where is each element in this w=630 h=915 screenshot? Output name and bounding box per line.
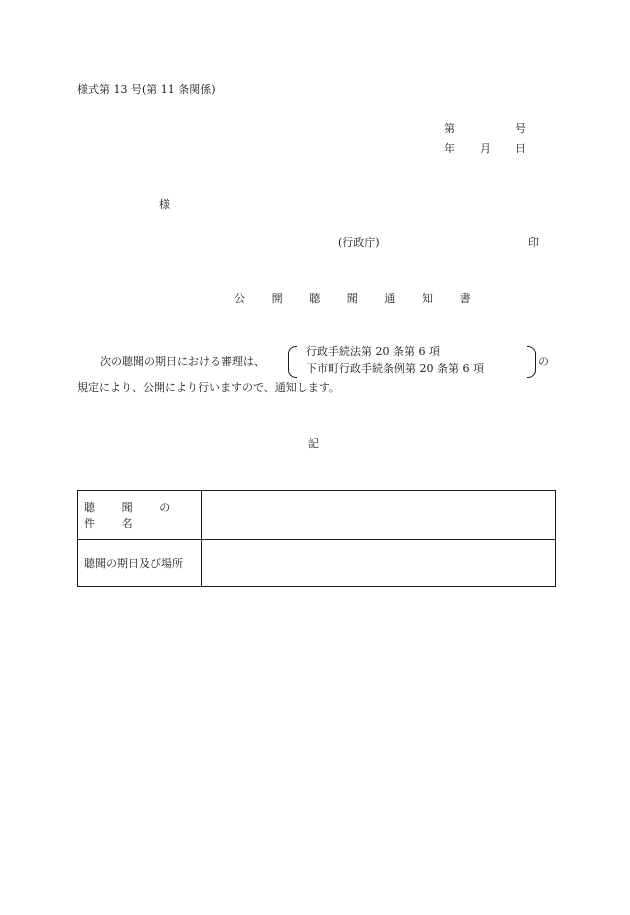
date-day: 日 xyxy=(515,142,526,155)
info-table xyxy=(77,490,556,587)
table-row xyxy=(78,491,556,540)
subject-label: 聴 聞 の 件 名 xyxy=(78,491,202,540)
left-bracket xyxy=(288,346,297,378)
table-row xyxy=(78,540,556,587)
ki-heading: 記 xyxy=(308,437,319,450)
date-place-label: 聴聞の期日及び場所 xyxy=(78,540,202,587)
body-line2: 規定により、公開により行いますので、通知します。 xyxy=(77,381,340,394)
date-year: 年 xyxy=(444,142,455,155)
subject-value xyxy=(202,491,556,540)
law-option-2: 下市町行政手続条例第 20 条第 6 項 xyxy=(306,362,484,375)
law-option-1: 行政手続法第 20 条第 6 項 xyxy=(306,345,440,358)
form-number: 様式第 13 号(第 11 条関係) xyxy=(77,83,216,96)
date-place-value xyxy=(202,540,556,587)
document-title: 公 開 聴 聞 通 知 書 xyxy=(234,292,483,305)
body-lead: 次の聴聞の期日における審理は、 xyxy=(100,355,265,368)
doc-number-go: 号 xyxy=(515,122,526,135)
issuer-agency: (行政庁) xyxy=(338,236,380,249)
doc-number-dai: 第 xyxy=(444,122,455,135)
body-particle: の xyxy=(538,355,549,368)
right-bracket xyxy=(527,346,536,378)
issuer-seal: 印 xyxy=(528,236,539,249)
date-month: 月 xyxy=(480,142,491,155)
addressee-sama: 様 xyxy=(159,198,170,211)
